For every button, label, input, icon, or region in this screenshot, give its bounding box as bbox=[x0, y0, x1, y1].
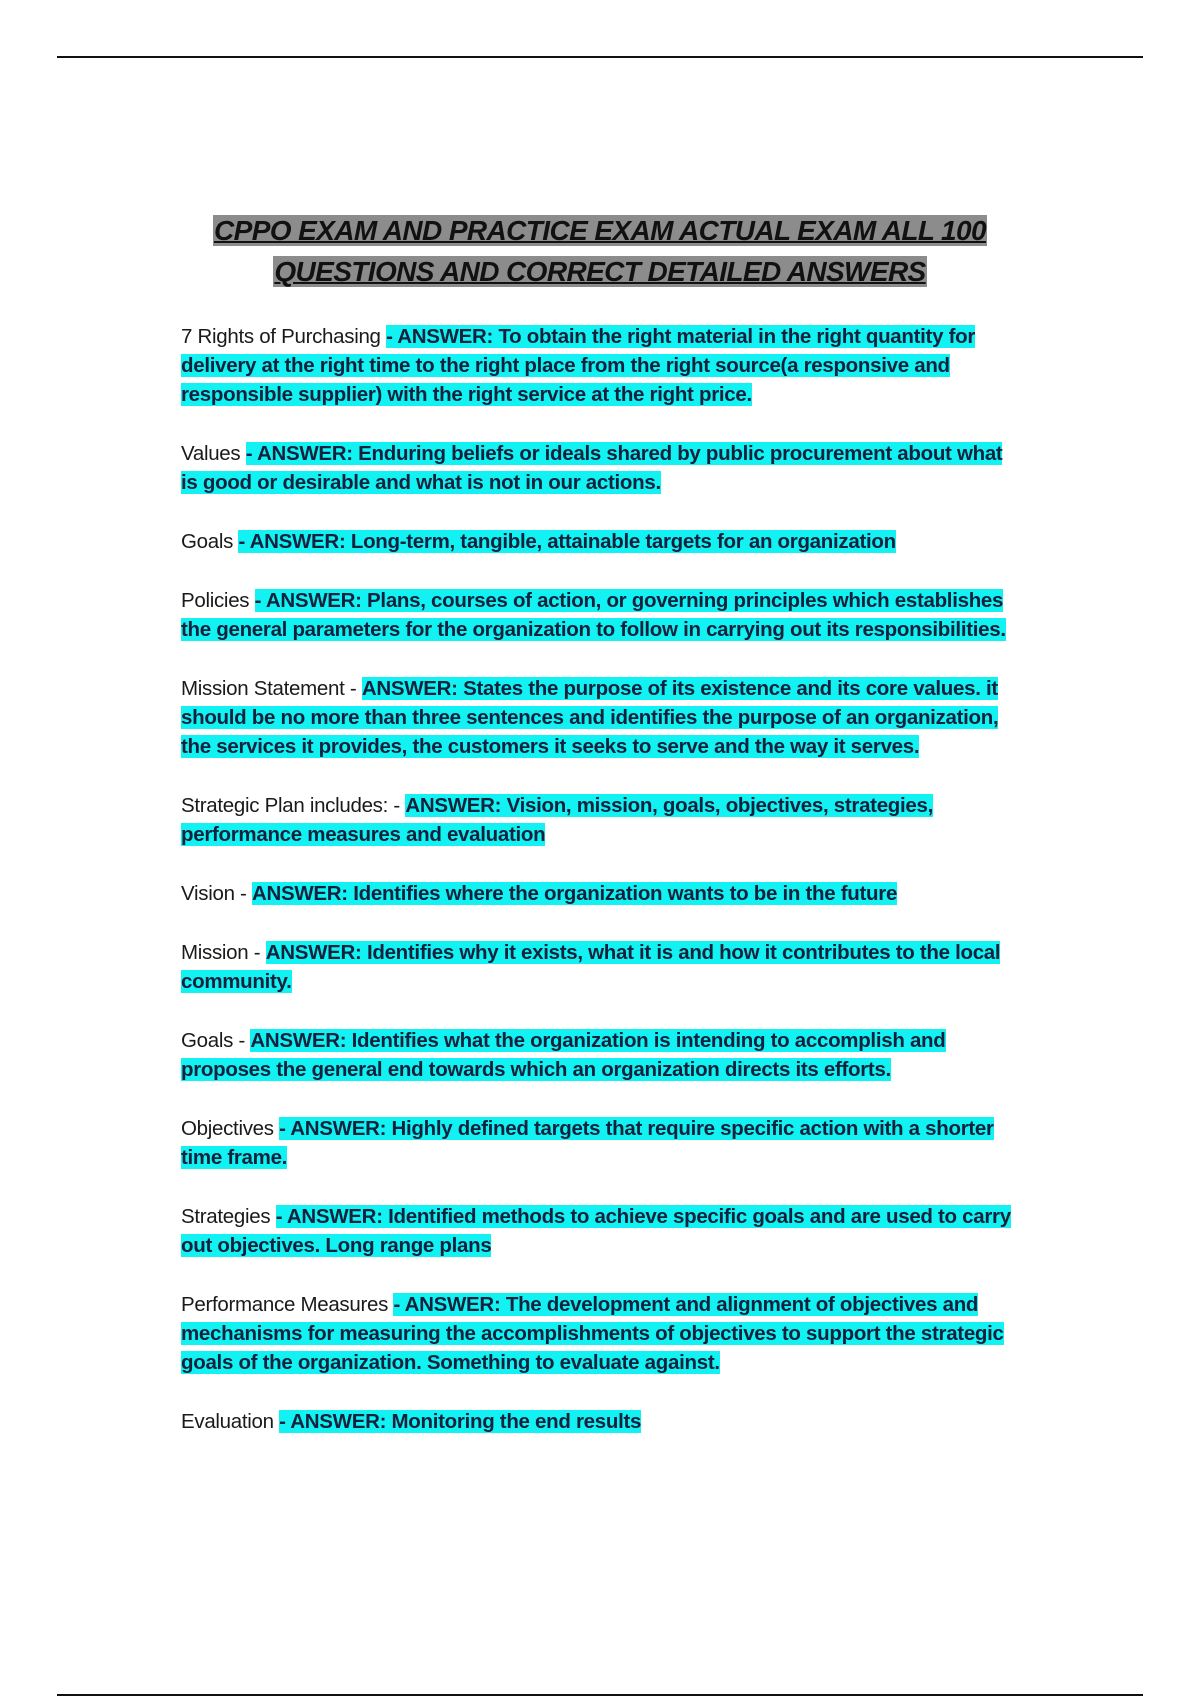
qa-item bbox=[181, 674, 1021, 761]
qa-item bbox=[181, 1202, 1021, 1260]
qa-term: Objectives bbox=[181, 1117, 274, 1140]
qa-item bbox=[181, 1290, 1021, 1377]
qa-term: Evaluation bbox=[181, 1410, 274, 1433]
qa-answer: - ANSWER: Monitoring the end results bbox=[279, 1410, 642, 1433]
qa-answer: - ANSWER: To obtain the right material in the right quantity for delivery at the right time to the right place from the right source(a responsive and responsible supplier) with the right service at the right price. bbox=[181, 325, 976, 406]
qa-term: Goals - bbox=[181, 1029, 245, 1052]
qa-item bbox=[181, 322, 1021, 409]
qa-answer: ANSWER: States the purpose of its existence and its core values. it should be no more than three sentences and identifies the purpose of an organization, the services it provides, the customers it seeks to serve and the way it serves. bbox=[181, 677, 999, 758]
qa-item bbox=[181, 879, 1021, 908]
qa-answer: - ANSWER: Enduring beliefs or ideals shared by public procurement about what is good or desirable and what is not in our actions. bbox=[181, 442, 1003, 494]
page-bottom-rule bbox=[57, 1694, 1143, 1696]
title-line-2: QUESTIONS AND CORRECT DETAILED ANSWERS bbox=[274, 256, 926, 287]
qa-term: Performance Measures bbox=[181, 1293, 389, 1316]
qa-term: Strategic Plan includes: - bbox=[181, 794, 400, 817]
qa-term: Vision - bbox=[181, 882, 247, 905]
qa-answer: ANSWER: Identifies what the organization is intending to accomplish and proposes the general end towards which an organization directs its efforts. bbox=[181, 1029, 946, 1081]
qa-item bbox=[181, 1407, 1021, 1436]
title-line-1: CPPO EXAM AND PRACTICE EXAM ACTUAL EXAM ALL 100 bbox=[214, 215, 986, 246]
qa-answer: - ANSWER: The development and alignment of objectives and mechanisms for measuring the accomplishments of objectives to support the strategic goals of the organization. Something to evaluate against. bbox=[181, 1293, 1004, 1374]
qa-item bbox=[181, 439, 1021, 497]
qa-term: Strategies bbox=[181, 1205, 271, 1228]
qa-answer: - ANSWER: Long-term, tangible, attainable targets for an organization bbox=[238, 530, 896, 553]
qa-list bbox=[181, 322, 1021, 1466]
qa-term: Values bbox=[181, 442, 241, 465]
qa-answer: ANSWER: Identifies why it exists, what it is and how it contributes to the local community. bbox=[181, 941, 1001, 993]
qa-term: Mission Statement - bbox=[181, 677, 357, 700]
qa-answer: - ANSWER: Plans, courses of action, or governing principles which establishes the general parameters for the organization to follow in carrying out its responsibilities. bbox=[181, 589, 1006, 641]
qa-answer: - ANSWER: Identified methods to achieve specific goals and are used to carry out objectives. Long range plans bbox=[181, 1205, 1011, 1257]
qa-item bbox=[181, 1026, 1021, 1084]
qa-item bbox=[181, 586, 1021, 644]
document-title bbox=[150, 210, 1050, 292]
qa-item bbox=[181, 938, 1021, 996]
qa-answer: ANSWER: Vision, mission, goals, objectives, strategies, performance measures and evaluation bbox=[181, 794, 934, 846]
qa-term: Mission - bbox=[181, 941, 261, 964]
page-top-rule bbox=[57, 56, 1143, 58]
qa-item bbox=[181, 791, 1021, 849]
qa-answer: ANSWER: Identifies where the organization wants to be in the future bbox=[252, 882, 898, 905]
qa-term: 7 Rights of Purchasing bbox=[181, 325, 381, 348]
qa-item bbox=[181, 1114, 1021, 1172]
qa-term: Goals bbox=[181, 530, 234, 553]
qa-answer: - ANSWER: Highly defined targets that require specific action with a shorter time frame. bbox=[181, 1117, 994, 1169]
qa-term: Policies bbox=[181, 589, 250, 612]
qa-item bbox=[181, 527, 1021, 556]
